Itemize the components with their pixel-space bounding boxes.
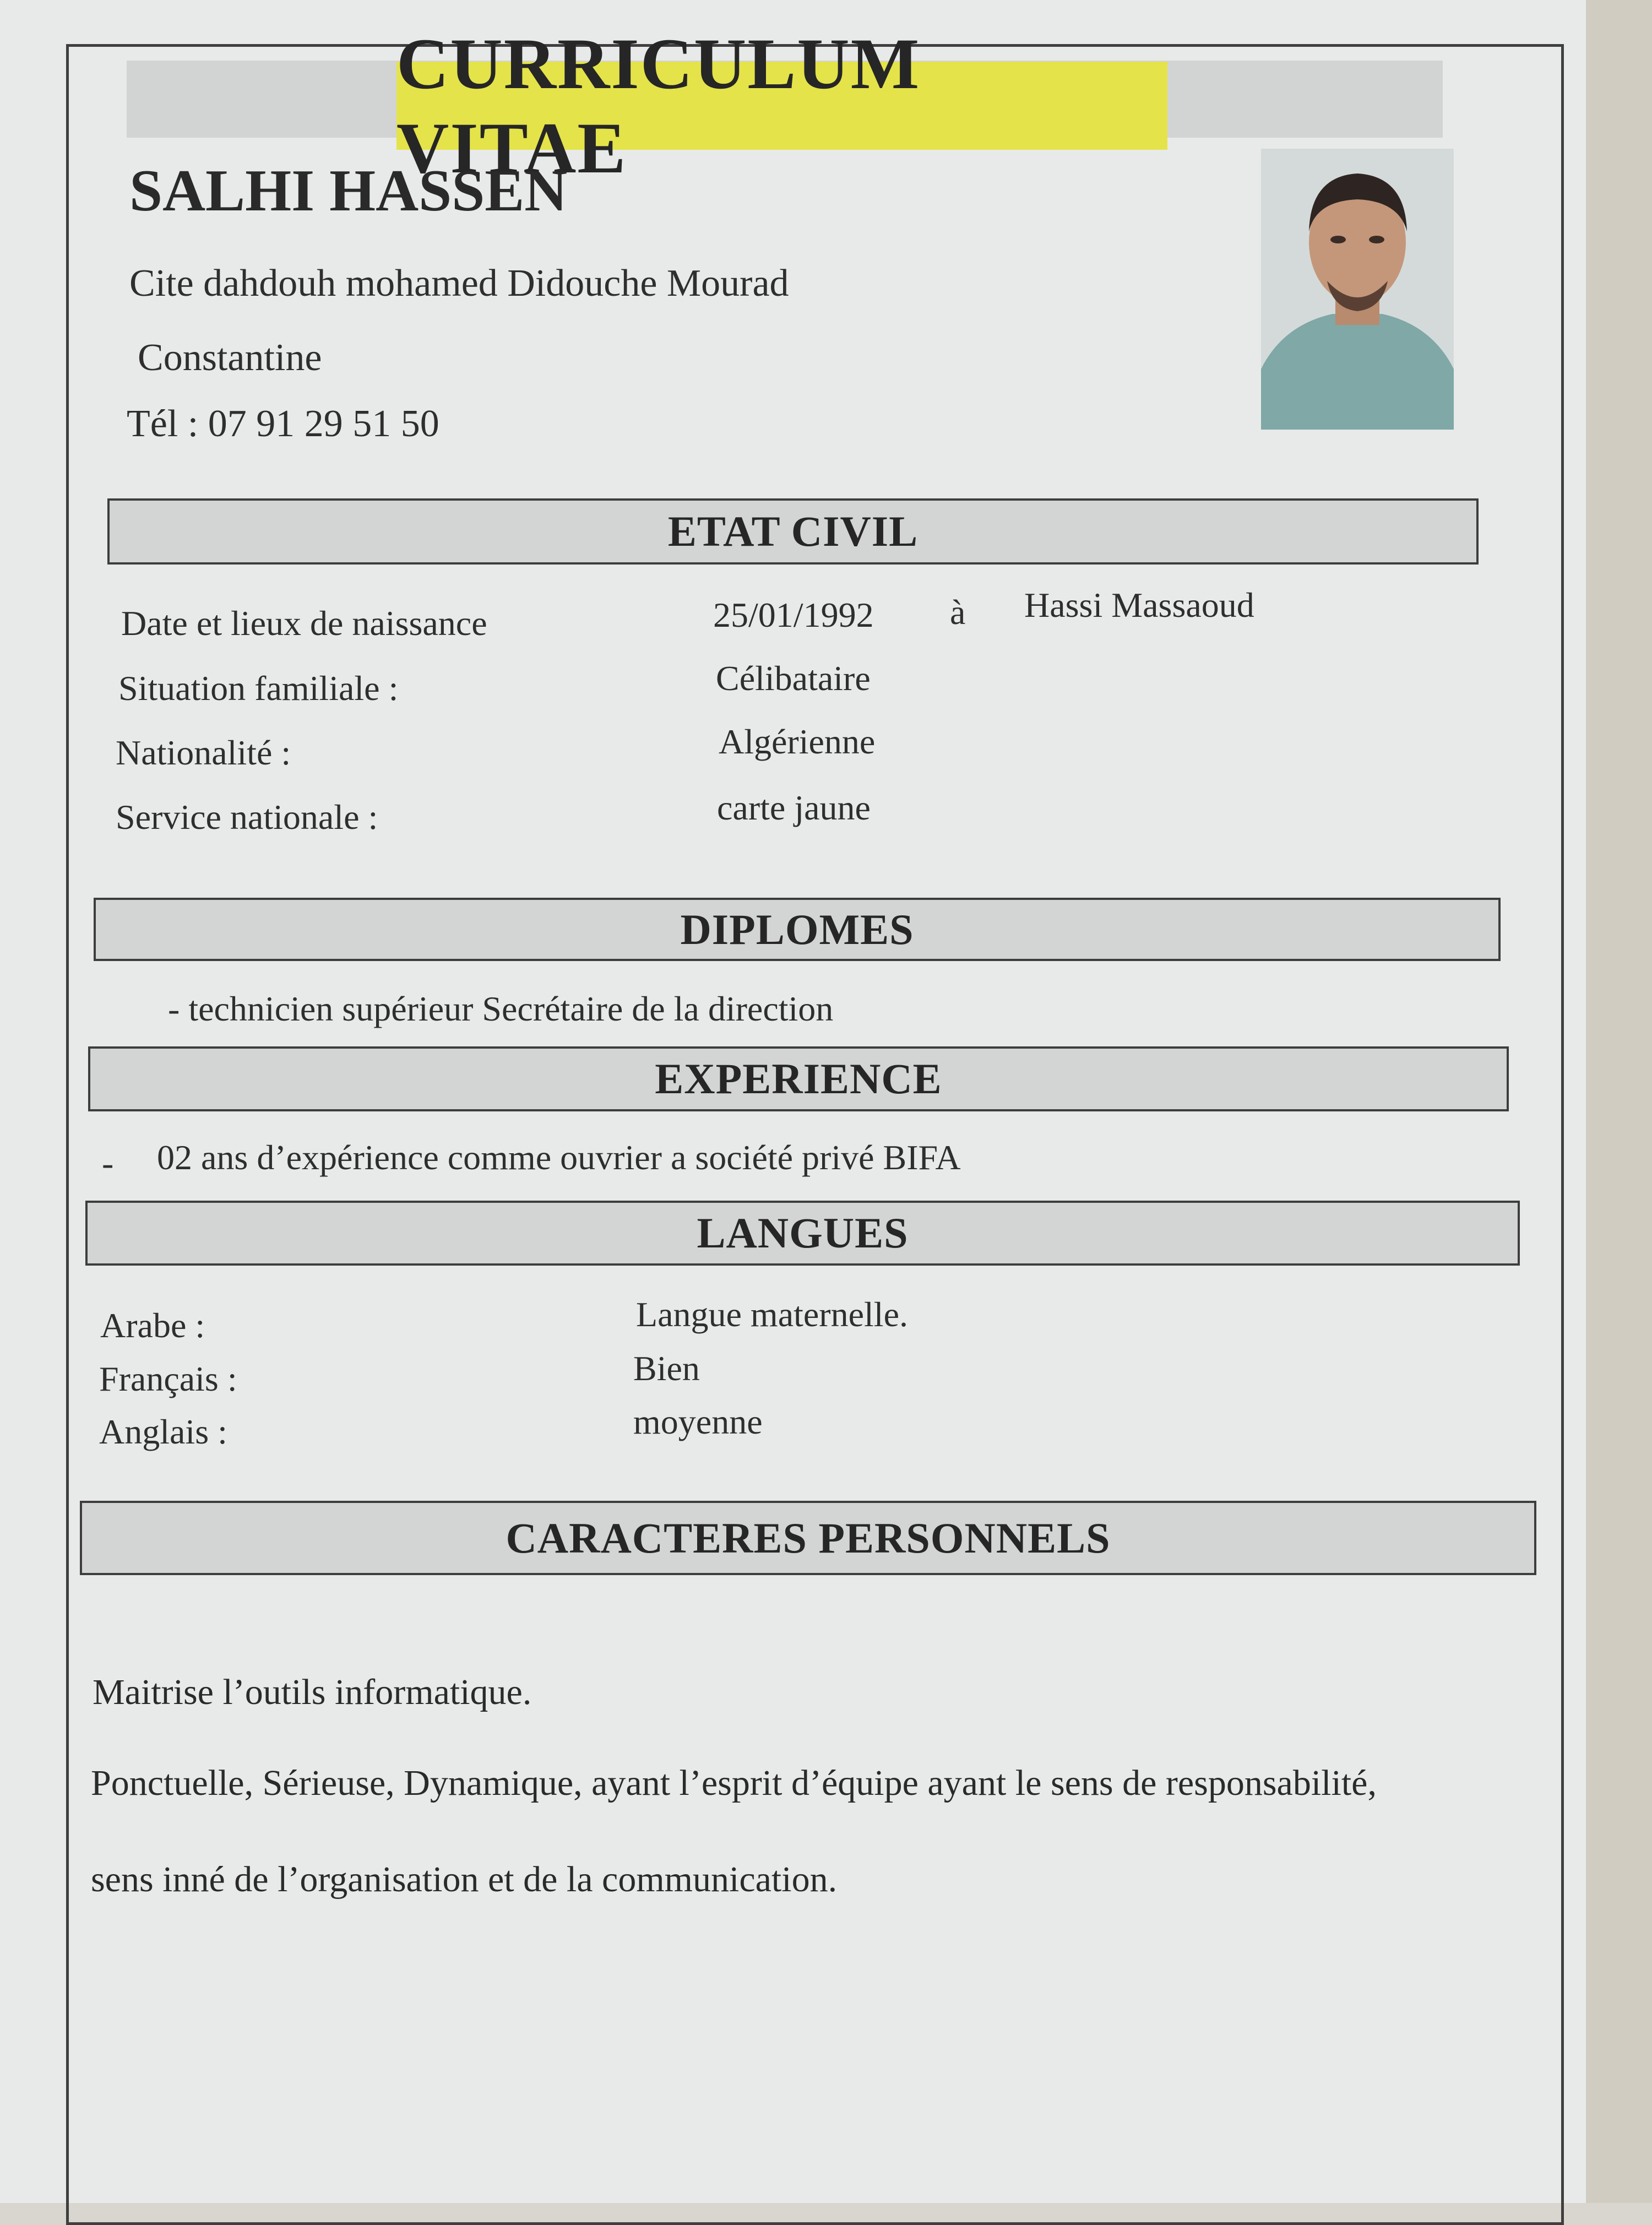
personal-trait-line-1: Maitrise l’outils informatique. — [93, 1672, 532, 1712]
birth-date: 25/01/1992 — [713, 595, 874, 634]
personal-trait-line-2: Ponctuelle, Sérieuse, Dynamique, ayant l’esprit d’équipe ayant le sens de responsabilité, — [91, 1763, 1377, 1803]
language-label-anglais: Anglais : — [99, 1412, 227, 1451]
service-label: Service nationale : — [116, 797, 378, 837]
birth-place: Hassi Massaoud — [1024, 585, 1254, 625]
personal-trait-line-3: sens inné de l’organisation et de la communication. — [91, 1859, 838, 1900]
section-diplomes-heading: DIPLOMES — [680, 905, 914, 953]
family-value: Célibataire — [716, 659, 871, 698]
address-line-2: Constantine — [138, 337, 322, 379]
section-langues-heading: LANGUES — [697, 1209, 909, 1257]
phone-number: Tél : 07 91 29 51 50 — [127, 403, 439, 445]
diploma-item: - technicien supérieur Secrétaire de la direction — [168, 989, 834, 1028]
section-diplomes — [94, 898, 1501, 961]
birth-separator: à — [950, 593, 966, 632]
service-value: carte jaune — [717, 788, 871, 827]
person-portrait-icon — [1261, 149, 1454, 430]
section-experience — [88, 1046, 1509, 1111]
candidate-name: SALHI HASSEN — [129, 158, 568, 224]
page-title: CURRICULUM VITAE — [396, 23, 921, 188]
section-experience-heading: EXPERIENCE — [655, 1055, 942, 1103]
section-etat-civil — [107, 498, 1479, 565]
experience-dash: - — [102, 1143, 114, 1182]
language-label-arabe: Arabe : — [100, 1306, 205, 1345]
background-surface — [1586, 0, 1652, 2203]
nationality-label: Nationalité : — [116, 733, 291, 772]
birth-label: Date et lieux de naissance — [121, 604, 487, 643]
language-value-anglais: moyenne — [633, 1402, 763, 1441]
language-value-arabe: Langue maternelle. — [636, 1295, 908, 1334]
language-value-francais: Bien — [633, 1349, 700, 1388]
language-label-francais: Français : — [99, 1359, 237, 1398]
family-label: Situation familiale : — [118, 669, 399, 708]
profile-photo — [1261, 149, 1454, 430]
nationality-value: Algérienne — [719, 722, 876, 761]
section-caracteres-heading: CARACTERES PERSONNELS — [506, 1513, 1111, 1562]
section-langues — [85, 1201, 1520, 1266]
experience-item: 02 ans d’expérience comme ouvrier a société privé BIFA — [157, 1138, 961, 1177]
section-etat-civil-heading: ETAT CIVIL — [667, 507, 919, 555]
section-caracteres — [80, 1501, 1536, 1575]
address-line-1: Cite dahdouh mohamed Didouche Mourad — [129, 262, 789, 305]
